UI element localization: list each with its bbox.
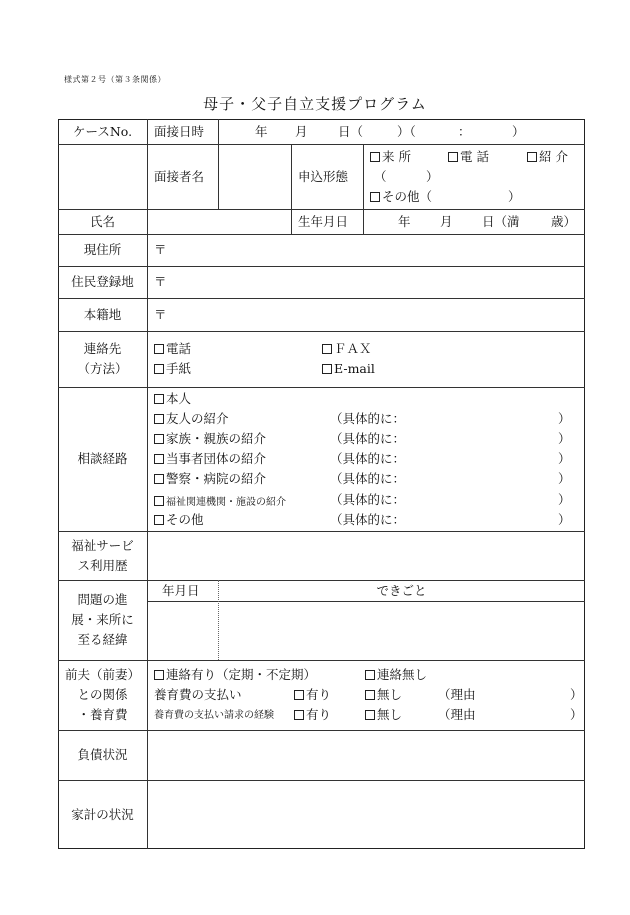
progress-label: 問題の進	[77, 592, 128, 607]
consult-route-option[interactable]: 家族・親族の紹介	[154, 433, 266, 446]
apply-form-label: 申込形態	[298, 169, 349, 184]
consult-route-detail-end: ）	[558, 411, 571, 426]
interview-month: 月	[295, 124, 308, 139]
contact-yes-option[interactable]: 連絡有り（定期・不定期）	[154, 669, 316, 682]
referral-paren-close: ）	[426, 169, 439, 184]
interview-date-label: 面接日時	[154, 124, 205, 139]
consult-route-option[interactable]: 本人	[154, 393, 191, 406]
consult-route-option[interactable]: 当事者団体の紹介	[154, 453, 266, 466]
welfare-history-label-2: ス利用歴	[77, 558, 128, 573]
postal-mark: 〒	[154, 274, 167, 289]
checkbox[interactable]	[154, 394, 164, 404]
checkbox[interactable]	[154, 454, 164, 464]
checkbox[interactable]	[322, 364, 332, 374]
household-label: 家計の状況	[71, 807, 134, 822]
support-yes-option[interactable]: 有り	[294, 689, 331, 702]
ex-spouse-label-3: ・養育費	[77, 707, 128, 722]
checkbox[interactable]	[365, 710, 375, 720]
checkbox[interactable]	[365, 690, 375, 700]
checkbox[interactable]	[448, 152, 458, 162]
consult-route-detail-end: ）	[558, 512, 571, 527]
apply-phone-option[interactable]: 電 話	[448, 151, 489, 164]
birth-day-age: 日（満	[482, 214, 520, 229]
domicile-label: 本籍地	[83, 307, 122, 322]
consult-route-detail: （具体的に：	[330, 431, 406, 446]
consult-route-detail: （具体的に：	[330, 411, 406, 426]
checkbox[interactable]	[154, 474, 164, 484]
contact-phone-option[interactable]: 電話	[154, 343, 191, 356]
consult-route-detail: （具体的に：	[330, 471, 406, 486]
interview-paren-end: ）	[512, 124, 525, 139]
ex-spouse-label: 前夫（前妻）	[64, 667, 140, 682]
checkbox[interactable]	[154, 515, 164, 525]
support-payment-label: 養育費の支払い	[154, 687, 242, 702]
claim-reason: （理由	[438, 707, 476, 722]
registered-address-label: 住民登録地	[71, 274, 134, 289]
consult-route-option[interactable]: 警察・病院の紹介	[154, 473, 266, 486]
contact-email-option[interactable]: E-mail	[322, 363, 375, 376]
birth-year: 年	[398, 214, 411, 229]
consult-route-detail-end: ）	[558, 431, 571, 446]
consult-route-detail-end: ）	[558, 451, 571, 466]
consult-route-option[interactable]: その他	[154, 514, 204, 527]
postal-mark: 〒	[154, 307, 167, 322]
claim-no-option[interactable]: 無し	[365, 709, 402, 722]
support-reason-end: ）	[570, 687, 583, 702]
contact-letter-option[interactable]: 手紙	[154, 363, 191, 376]
consult-route-detail: （具体的に：	[330, 451, 406, 466]
checkbox[interactable]	[294, 690, 304, 700]
checkbox[interactable]	[154, 496, 164, 506]
checkbox[interactable]	[154, 670, 164, 680]
name-label: 氏名	[89, 214, 115, 229]
contact-method-label: （方法）	[77, 361, 128, 376]
checkbox[interactable]	[370, 152, 380, 162]
birth-month: 月	[440, 214, 453, 229]
consult-route-detail: （具体的に：	[330, 492, 406, 507]
apply-other-option[interactable]: その他（	[370, 191, 432, 204]
consult-route-detail-end: ）	[558, 471, 571, 486]
consult-route-detail-end: ）	[558, 492, 571, 507]
ex-spouse-label-2: との関係	[77, 687, 128, 702]
claim-reason-end: ）	[570, 707, 583, 722]
checkbox[interactable]	[527, 152, 537, 162]
current-address-label: 現住所	[83, 242, 122, 257]
progress-event-header: できごと	[376, 583, 427, 598]
checkbox[interactable]	[365, 670, 375, 680]
progress-date-header: 年月日	[162, 583, 200, 598]
checkbox[interactable]	[294, 710, 304, 720]
claim-experience-label: 養育費の支払い請求の経験	[154, 710, 274, 721]
checkbox[interactable]	[154, 364, 164, 374]
welfare-history-label: 福祉サービ	[71, 538, 134, 553]
form-number: 様式第２号（第３条関係）	[64, 75, 166, 84]
consult-route-label: 相談経路	[77, 451, 128, 466]
postal-mark: 〒	[154, 242, 167, 257]
checkbox[interactable]	[154, 344, 164, 354]
age-end: 歳）	[551, 214, 577, 229]
consult-route-option[interactable]: 友人の紹介	[154, 413, 229, 426]
debt-label: 負債状況	[77, 747, 128, 762]
checkbox[interactable]	[370, 192, 380, 202]
contact-no-option[interactable]: 連絡無し	[365, 669, 427, 682]
referral-paren-open: （	[374, 169, 387, 184]
progress-label-2: 展・来所に	[71, 612, 134, 627]
checkbox[interactable]	[322, 344, 332, 354]
interview-day: 日（	[338, 124, 364, 139]
apply-visit-option[interactable]: 来 所	[370, 151, 411, 164]
other-paren-close: ）	[508, 189, 521, 204]
support-reason: （理由	[438, 687, 476, 702]
consult-route-detail: （具体的に：	[330, 512, 406, 527]
checkbox[interactable]	[154, 414, 164, 424]
progress-label-3: 至る経緯	[77, 632, 128, 647]
contact-fax-option[interactable]: ＦＡＸ	[322, 343, 372, 356]
form-title: 母子・父子自立支援プログラム	[203, 95, 427, 113]
interview-colon: ：	[458, 124, 471, 139]
case-no-label: ケースNo.	[72, 124, 133, 139]
interview-year: 年	[255, 124, 268, 139]
consult-route-option[interactable]: 福祉関連機関・施設の紹介	[154, 496, 286, 508]
birthdate-label: 生年月日	[298, 214, 349, 229]
claim-yes-option[interactable]: 有り	[294, 709, 331, 722]
apply-referral-option[interactable]: 紹 介	[527, 151, 568, 164]
support-no-option[interactable]: 無し	[365, 689, 402, 702]
interview-paren-mid: ）（	[397, 124, 416, 139]
checkbox[interactable]	[154, 434, 164, 444]
interviewer-label: 面接者名	[154, 169, 205, 184]
contact-label: 連絡先	[83, 341, 122, 356]
